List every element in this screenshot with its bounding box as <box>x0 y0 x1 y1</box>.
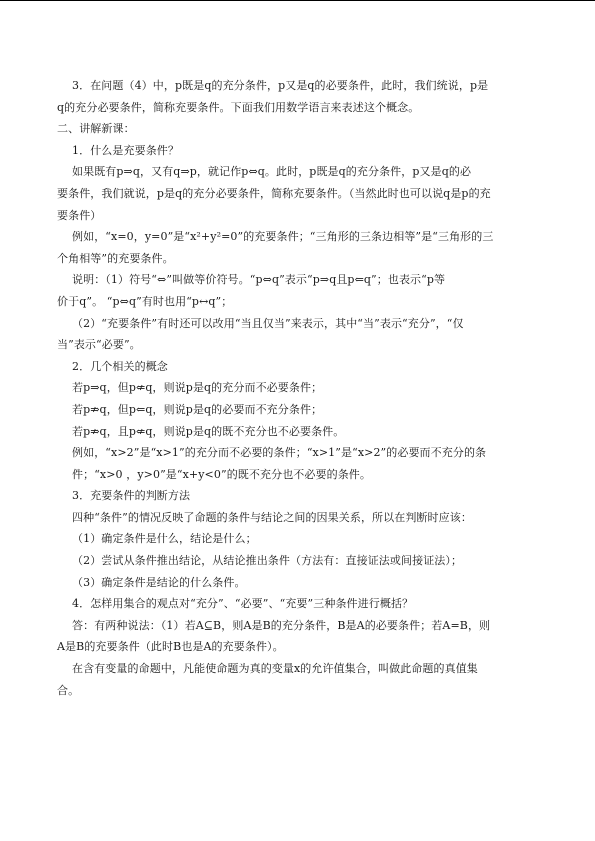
list-item: （2）尝试从条件推出结论，从结论推出条件（方法有：直接证法或间接证法）； <box>72 554 463 568</box>
paragraph-line: 合。 <box>57 683 80 697</box>
subsection-heading: 3．充要条件的判断方法 <box>72 489 191 503</box>
list-item: （1）确定条件是什么，结论是什么； <box>72 532 257 546</box>
section-heading: 二、讲解新课： <box>57 122 135 136</box>
paragraph-line: 件；“x>0 ，y>0”是“x+y<0”的既不充分也不必要的条件。 <box>72 467 371 481</box>
paragraph-line: 3．在问题（4）中，p既是q的充分条件，p又是q的必要条件，此时，我们统说，p是 <box>72 79 489 92</box>
paragraph-line: 如果既有p⇒q，又有q⇒p，就记作p⇔q。此时，p既是q的充分条件，p又是q的必 <box>72 165 472 179</box>
subsection-heading: 1．什么是充要条件？ <box>72 143 179 157</box>
paragraph-line: 答：有两种说法：（1）若A⊆B，则A是B的充分条件，B是A的必要条件；若A=B，则 <box>72 618 491 632</box>
paragraph-line: 说明：（1）符号“⇔”叫做等价符号。“p⇔q”表示“p⇒q且p⇐q”；也表示“p等 <box>72 273 446 287</box>
paragraph-line: 例如，“x>2”是“x>1”的充分而不必要的条件；“x>1”是“x>2”的必要而不充分的条 <box>72 446 487 460</box>
paragraph-line: 要条件，我们就说，p是q的充分必要条件，简称充要条件。（当然此时也可以说q是p的充 <box>57 186 491 200</box>
paragraph-line: 个角相等”的充要条件。 <box>57 251 174 265</box>
paragraph-line: q的充分必要条件，简称充要条件。下面我们用数学语言来表述这个概念。 <box>57 100 420 114</box>
subsection-heading: 2．几个相关的概念 <box>72 359 168 373</box>
top-border-line <box>0 0 595 1</box>
paragraph-line: 例如，“x=0，y=0”是“x²+y²=0”的充要条件；“三角形的三条边相等”是“三角形的三 <box>72 230 494 244</box>
subsection-heading: 4．怎样用集合的观点对“充分”、“必要”、“充要”三种条件进行概括？ <box>72 597 414 611</box>
paragraph-line: （2）“充要条件”有时还可以改用“当且仅当”来表示，其中“当”表示“充分”，“仅 <box>72 316 464 330</box>
paragraph-line: 当”表示“必要”。 <box>57 338 141 352</box>
paragraph-line: 若p⇒q，但p⇍q，则说p是q的充分而不必要条件； <box>72 381 323 395</box>
paragraph-line: 若p⇏q，且p⇍q，则说p是q的既不充分也不必要条件。 <box>72 424 345 438</box>
paragraph-line: 四种“条件”的情况反映了命题的条件与结论之间的因果关系，所以在判断时应该： <box>72 510 472 524</box>
paragraph-line: 要条件） <box>57 208 102 222</box>
document-body <box>57 75 541 701</box>
paragraph-line: 若p⇏q，但p⇐q，则说p是q的必要而不充分条件； <box>72 402 323 416</box>
list-item: （3）确定条件是结论的什么条件。 <box>72 575 246 589</box>
paragraph-line: 在含有变量的命题中，凡能使命题为真的变量x的允许值集合，叫做此命题的真值集 <box>72 662 478 676</box>
paragraph-line: 价于q”。 “p⇔q”有时也用“p↔q”； <box>57 294 233 308</box>
paragraph-line: A是B的充要条件（此时B也是A的充要条件）。 <box>57 640 284 654</box>
